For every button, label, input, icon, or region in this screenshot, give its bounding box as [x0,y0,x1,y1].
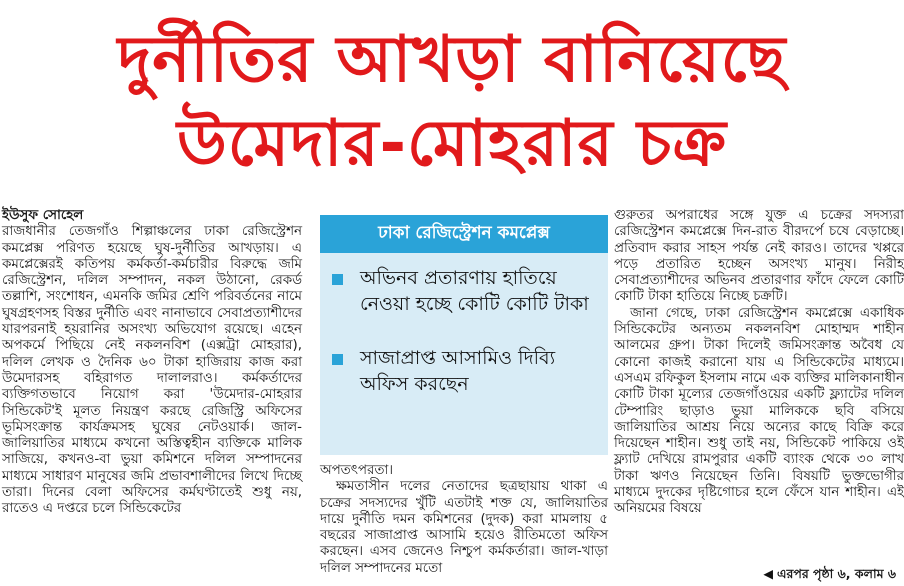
paragraph: রাজধানীর তেজগাঁও শিল্পাঞ্চলের ঢাকা রেজিস্ট্রেশন কমপ্লেক্স পরিণত হয়েছে ঘুষ-দুর্নীতির আখড়ায়। এ কমপ্লেক্সেরই কতিপয় কর্মকর্তা-কর্মচারীর বিরুদ্ধে জমি রেজিস্ট্রেশন, দলিল সম্পাদন, নকল উঠানো, রেকর্ড তল্লাশি, সংশোধন, এমনকি জমির শ্রেণি পরিবর্তনের নামে ঘুষগ্রহণসহ বিস্তর দুর্নীতি এবং নানাভাবে সেবাপ্রত্যাশীদের যারপরনাই হয়রানির অসংখ্য অভিযোগ রয়েছে। এহেন অপকর্মে পিছিয়ে নেই নকলনবিশ (এক্সট্রা মোহরার), দলিল লেখক ও দৈনিক ৬০ টাকা হাজিরায় কাজ করা উমেদারসহ বহিরাগত দালালরাও। কর্মকর্তাদের ব্যক্তিগতভাবে নিয়োগ করা 'উমেদার-মোহরার সিন্ডিকেট'ই মূলত নিয়ন্ত্রণ করছে রেজিস্ট্রি অফিসের ভূমিসংক্রান্ত কার্যক্রমসহ ঘুষের নেটওয়ার্ক। জাল-জালিয়াতির মাধ্যমে কখনো অস্তিত্বহীন ব্যক্তিকে মালিক সাজিয়ে, কখনও-বা ভুয়া কমিশনে দলিল সম্পাদনের মাধ্যমে সাধারণ মানুষের জমি প্রভাবশালীদের লিখে দিচ্ছে তারা। দিনের বেলা অফিসের কর্মঘণ্টাতেই শুধু নয়, রাতেও এ দপ্তরে চলে সিন্ডিকেটের [2,224,302,517]
headline-line-2: উমেদার-মোহরার চক্র [176,107,728,181]
square-bullet-icon [332,274,343,285]
paragraph: জানা গেছে, ঢাকা রেজিস্ট্রেশন কমপ্লেক্সে একাধিক সিন্ডিকেটের অন্যতম নকলনবিশ মোহাম্মদ শাহীন আলমের গ্রুপ। টাকা দিলেই জমিসংক্রান্ত অবৈধ যে কোনো কাজই করানো যায় এ সিন্ডিকেটের মাধ্যমে। এসএম রফিকুল ইসলাম নামে এক ব্যক্তির মালিকানাধীন কোটি টাকা মূল্যের তেজগাঁওয়ের একটি ফ্ল্যাটের দলিল টেম্পারিং ছাড়াও ভুয়া মালিককে ছবি বসিয়ে জালিয়াতির আশ্রয় নিয়ে অন্যের কাছে বিক্রি করে দিয়েছেন শাহীন। শুধু তাই নয়, সিন্ডিকেট পাকিয়ে ওই ফ্ল্যাট দেখিয়ে রামপুরার একটি ব্যাংক থেকে ৩০ লাখ টাকা ঋণও নিয়েছেন তিনি। বিষয়টি ভুক্তভোগীর মাধ্যমে দুদকের দৃষ্টিগোচর হলে ফেঁসে যান শাহীন। এই অনিয়মের বিষয়ে [614,305,904,517]
highlight-box-heading: ঢাকা রেজিস্ট্রেশন কমপ্লেক্স [320,215,608,253]
highlight-item-text: সাজাপ্রাপ্ত আসামিও দিব্যি অফিস করছেন [360,347,556,395]
continuation-text: এরপর পৃষ্ঠা ৬, কলাম ৬ [776,566,896,581]
paragraph: গুরুতর অপরাধের সঙ্গে যুক্ত এ চক্রের সদস্যরা রেজিস্ট্রেশন কমপ্লেক্সে দিন-রাত বীরদর্পে চষে বেড়াচ্ছে। প্রতিবাদ করার সাহস পর্যন্ত নেই কারও। তাদের খপ্পরে পড়ে প্রতারিত হচ্ছেন অসংখ্য মানুষ। নিরীহ সেবাপ্রত্যাশীদের অভিনব প্রতারণার ফাঁদে ফেলে কোটি কোটি টাকা হাতিয়ে নিচ্ছে চক্রটি। [614,208,904,305]
paragraph: ক্ষমতাসীন দলের নেতাদের ছত্রছায়ায় থাকা এ চক্রের সদস্যদের খুঁটি এতটাই শক্ত যে, জালিয়াতির দায়ে দুর্নীতি দমন কমিশনের (দুদক) করা মামলায় ৫ বছরের সাজাপ্রাপ্ত আসামি হয়েও রীতিমতো অফিস করছেন। এসব জেনেও নিশ্চুপ কর্মকর্তারা। জাল-খাড়া দলিল সম্পাদনের মতো [320,479,608,576]
highlight-box [320,215,608,455]
square-bullet-icon [332,354,343,365]
headline-line-1: দুর্নীতির আখড়া বানিয়েছে [117,23,787,97]
article-column-2 [320,463,608,577]
paragraph: অপতৎপরতা। [320,463,394,478]
article-column-1 [2,208,302,518]
highlight-item-text: অভিনব প্রতারণায় হাতিয়ে নেওয়া হচ্ছে কোটি কোটি টাকা [360,267,589,315]
arrow-left-icon: ◀ [763,566,773,581]
article-column-3 [614,208,904,518]
continuation-note [763,566,896,586]
byline: ইউসুফ সোহেল [2,208,84,223]
highlight-item [332,345,602,397]
highlight-item [332,265,602,317]
